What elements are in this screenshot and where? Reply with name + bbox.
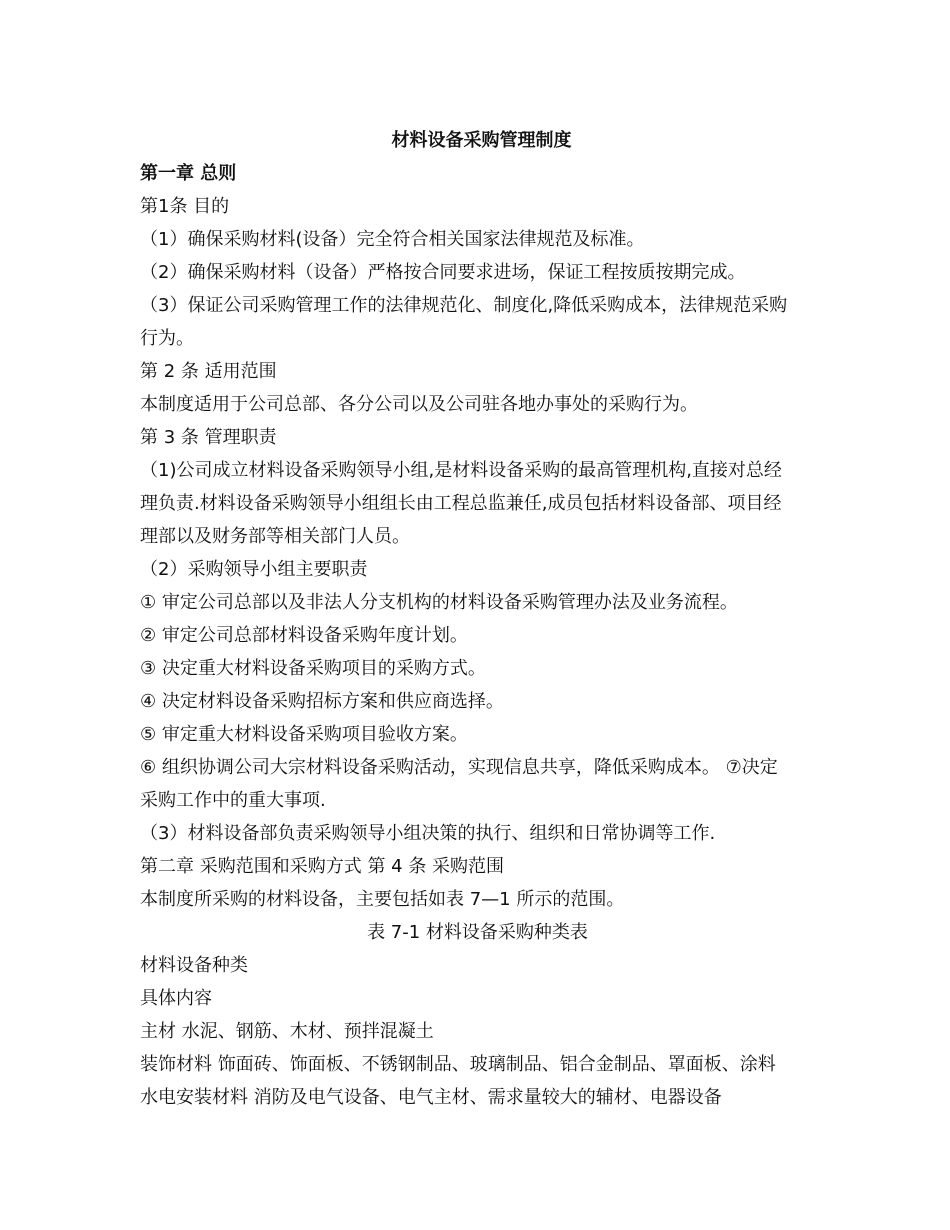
article-3-paragraph-2-heading: （2）采购领导小组主要职责 <box>140 559 368 580</box>
article-2-text: 本制度适用于公司总部、各分公司以及公司驻各地办事处的采购行为。 <box>140 394 698 415</box>
responsibility-item: ① 审定公司总部以及非法人分支机构的材料设备采购管理办法及业务流程。 <box>140 592 738 613</box>
responsibility-item: ⑥ 组织协调公司大宗材料设备采购活动，实现信息共享，降低采购成本。 ⑦决定 <box>140 757 778 778</box>
article-3-paragraph-1: 理部以及财务部等相关部门人员。 <box>140 526 410 547</box>
table-row: 装饰材料 饰面砖、饰面板、不锈钢制品、玻璃制品、铝合金制品、罩面板、涂料 <box>140 1054 776 1075</box>
article-2-heading: 第 2 条 适用范围 <box>140 361 277 382</box>
document-body <box>140 124 815 1114</box>
table-header-content: 具体内容 <box>140 988 212 1009</box>
article-1-heading: 第1条 目的 <box>140 196 230 217</box>
chapter-2-intro: 本制度所采购的材料设备，主要包括如表 7—1 所示的范围。 <box>140 889 625 910</box>
article-1-item-continued: 行为。 <box>140 328 194 349</box>
chapter-2-heading: 第二章 采购范围和采购方式 第 4 条 采购范围 <box>140 856 505 877</box>
article-1-item: （3）保证公司采购管理工作的法律规范化、制度化,降低采购成本，法律规范采购 <box>140 295 788 316</box>
responsibility-item-continued: 采购工作中的重大事项. <box>140 790 326 811</box>
table-header-category: 材料设备种类 <box>140 955 248 976</box>
chapter-1-heading: 第一章 总则 <box>140 163 237 184</box>
article-3-paragraph-1: 理负责.材料设备采购领导小组组长由工程总监兼任,成员包括材料设备部、项目经 <box>140 493 782 514</box>
document-title: 材料设备采购管理制度 <box>391 130 572 151</box>
table-caption: 表 7-1 材料设备采购种类表 <box>367 922 588 943</box>
article-3-paragraph-1: （1)公司成立材料设备采购领导小组,是材料设备采购的最高管理机构,直接对总经 <box>140 460 782 481</box>
article-1-item: （1）确保采购材料(设备）完全符合相关国家法律规范及标准。 <box>140 229 645 250</box>
table-row: 主材 水泥、钢筋、木材、预拌混凝土 <box>140 1021 434 1042</box>
responsibility-item: ③ 决定重大材料设备采购项目的采购方式。 <box>140 658 486 679</box>
article-3-heading: 第 3 条 管理职责 <box>140 427 277 448</box>
article-1-item: （2）确保采购材料（设备）严格按合同要求进场，保证工程按质按期完成。 <box>140 262 746 283</box>
table-row: 水电安装材料 消防及电气设备、电气主材、需求量较大的辅材、电器设备 <box>140 1087 722 1108</box>
article-3-paragraph-3: （3）材料设备部负责采购领导小组决策的执行、组织和日常协调等工作. <box>140 823 716 844</box>
responsibility-item: ② 审定公司总部材料设备采购年度计划。 <box>140 625 468 646</box>
responsibility-item: ⑤ 审定重大材料设备采购项目验收方案。 <box>140 724 468 745</box>
responsibility-item: ④ 决定材料设备采购招标方案和供应商选择。 <box>140 691 504 712</box>
